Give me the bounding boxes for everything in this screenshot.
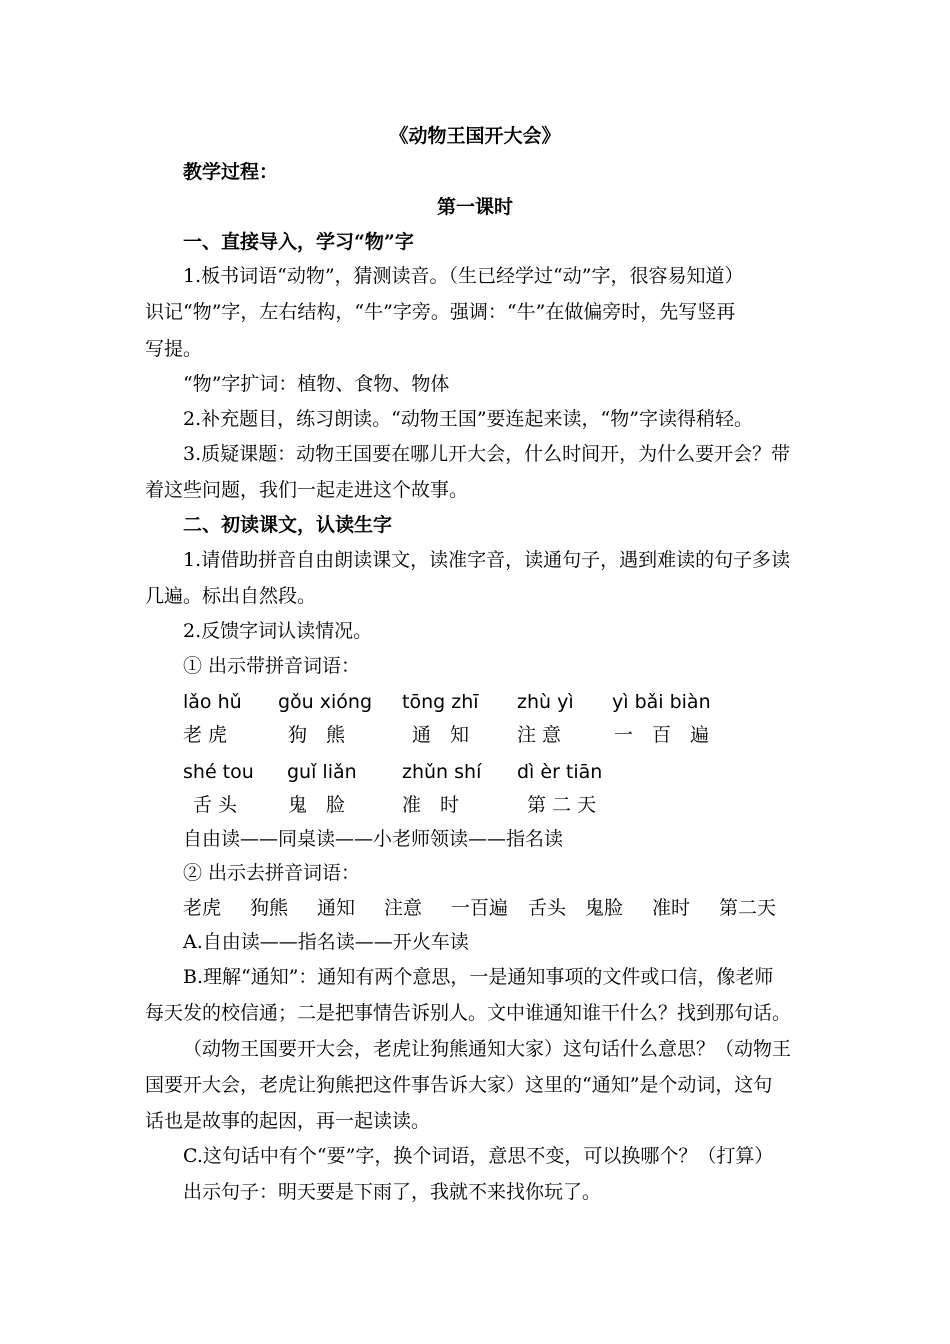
paragraph-line: 1.板书词语“动物”，猜测读音。（生已经学过“动”字，很容易知道） bbox=[183, 265, 744, 287]
paragraph-line: 识记“物”字，左右结构，“牛”字旁。强调：“牛”在做偏旁时，先写竖再 bbox=[145, 301, 736, 323]
hanzi-word: 一 百 遍 bbox=[614, 724, 710, 746]
lesson-heading: 第一课时 bbox=[436, 196, 513, 218]
hanzi-word: 第 二 天 bbox=[527, 794, 597, 816]
paragraph-line: （动物王国要开大会，老虎让狗熊通知大家）这句话什么意思？（动物王 bbox=[183, 1038, 792, 1060]
process-heading: 教学过程： bbox=[183, 161, 279, 183]
pinyin-word: tōng zhī bbox=[402, 691, 479, 713]
paragraph-line: ① 出示带拼音词语： bbox=[183, 655, 361, 677]
section1-heading: 一、直接导入，学习“物”字 bbox=[183, 231, 414, 253]
hanzi-word: 鬼 脸 bbox=[288, 794, 346, 816]
hanzi-word: 注 意 bbox=[517, 724, 562, 746]
paragraph-line: 自由读——同桌读——小老师领读——指名读 bbox=[183, 828, 564, 850]
pinyin-word: yì bǎi biàn bbox=[612, 691, 711, 713]
word: 通知 bbox=[317, 897, 356, 919]
hanzi-word: 狗 熊 bbox=[288, 724, 346, 746]
paragraph-line: 写提。 bbox=[145, 338, 203, 360]
hanzi-word: 老 虎 bbox=[183, 724, 228, 746]
paragraph-line: ② 出示去拼音词语： bbox=[183, 862, 361, 884]
word: 第二天 bbox=[719, 897, 777, 919]
word: 一百遍 bbox=[451, 897, 509, 919]
paragraph-line: 2.补充题目，练习朗读。“动物王国”要连起来读，“物”字读得稍轻。 bbox=[183, 408, 753, 430]
paragraph-line: 1.请借助拼音自由朗读课文，读准字音，读通句子，遇到难读的句子多读 bbox=[183, 549, 791, 571]
pinyin-word: lǎo hǔ bbox=[183, 691, 242, 713]
paragraph-line: 着这些问题，我们一起走进这个故事。 bbox=[145, 479, 469, 501]
paragraph-line: B.理解“通知”：通知有两个意思，一是通知事项的文件或口信，像老师 bbox=[183, 966, 774, 988]
pinyin-word: shé tou bbox=[183, 761, 254, 783]
hanzi-word: 通 知 bbox=[412, 724, 470, 746]
paragraph-line: 几遍。标出自然段。 bbox=[145, 585, 317, 607]
paragraph-line: 国要开大会，老虎让狗熊把这件事告诉大家）这里的“通知”是个动词，这句 bbox=[145, 1074, 773, 1096]
hanzi-word: 舌 头 bbox=[193, 794, 238, 816]
section2-heading: 二、初读课文，认读生字 bbox=[183, 514, 393, 536]
paragraph-line: 出示句子：明天要是下雨了，我就不来找你玩了。 bbox=[183, 1181, 602, 1203]
pinyin-word: zhǔn shí bbox=[402, 761, 482, 783]
word: 老虎 bbox=[183, 897, 222, 919]
pinyin-word: dì èr tiān bbox=[517, 761, 603, 783]
document-title: 《动物王国开大会》 bbox=[389, 125, 561, 147]
paragraph-line: C.这句话中有个“要”字，换个词语，意思不变，可以换哪个？（打算） bbox=[183, 1145, 774, 1167]
paragraph-line: 每天发的校信通；二是把事情告诉别人。文中谁通知谁干什么？找到那句话。 bbox=[145, 1002, 792, 1024]
hanzi-word: 准 时 bbox=[402, 794, 460, 816]
paragraph-line: A.自由读——指名读——开火车读 bbox=[183, 931, 469, 953]
pinyin-word: zhù yì bbox=[517, 691, 574, 713]
paragraph-line: 3.质疑课题：动物王国要在哪儿开大会，什么时间开，为什么要开会？带 bbox=[183, 443, 791, 465]
word: 鬼脸 bbox=[585, 897, 624, 919]
pinyin-word: gǒu xióng bbox=[278, 691, 373, 713]
word: 狗熊 bbox=[250, 897, 289, 919]
paragraph-line: 2.反馈字词认读情况。 bbox=[183, 620, 373, 642]
word: 舌头 bbox=[528, 897, 567, 919]
paragraph-line: “物”字扩词：植物、食物、物体 bbox=[183, 373, 450, 395]
paragraph-line: 话也是故事的起因，再一起读读。 bbox=[145, 1110, 431, 1132]
pinyin-word: guǐ liǎn bbox=[287, 761, 357, 783]
word: 准时 bbox=[652, 897, 691, 919]
word: 注意 bbox=[384, 897, 423, 919]
